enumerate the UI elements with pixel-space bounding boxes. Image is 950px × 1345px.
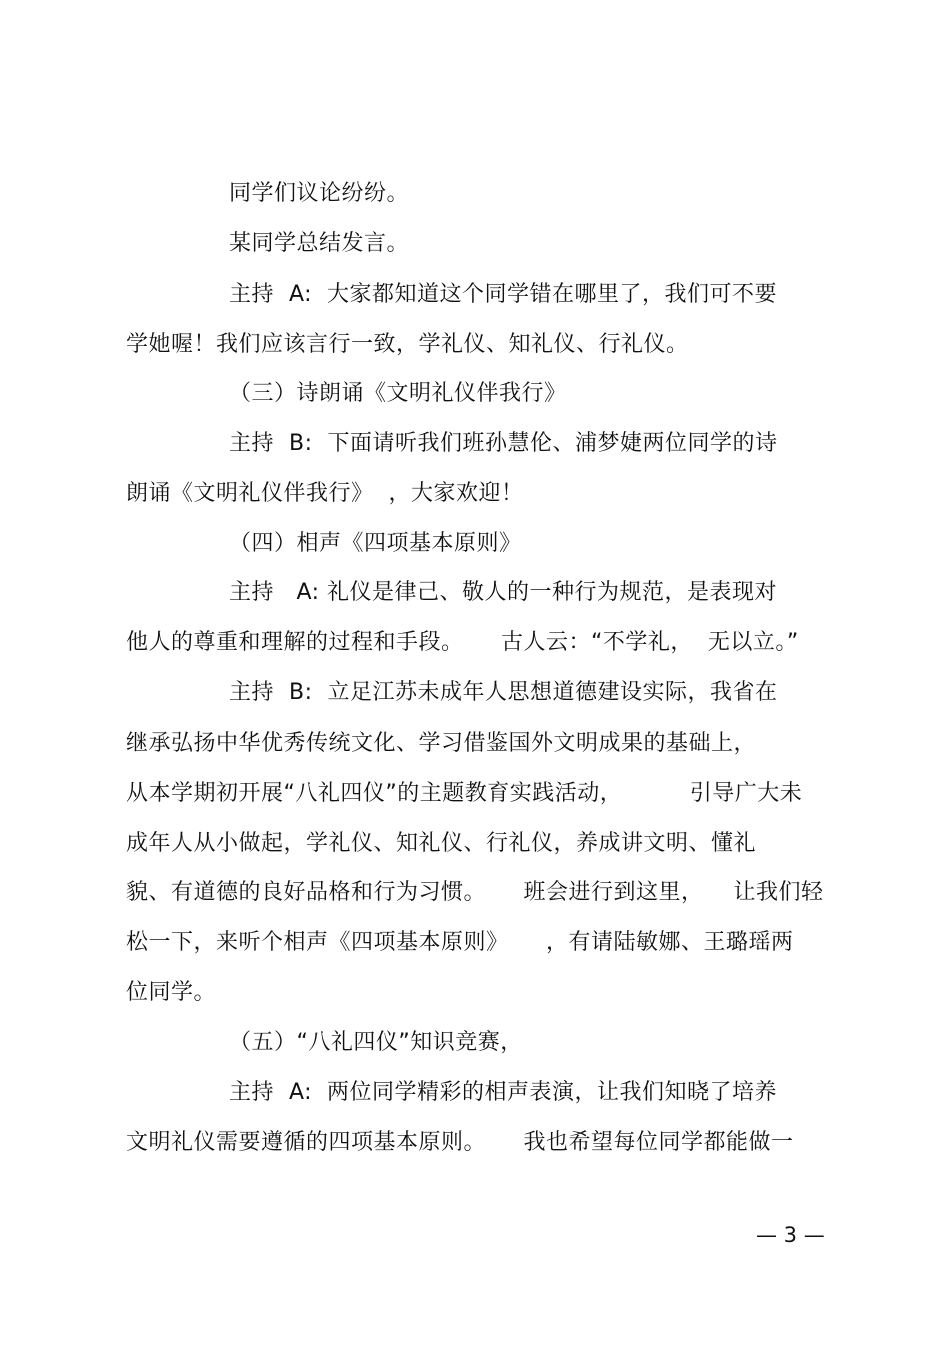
paragraph-line: 主持 B: 下面请听我们班孙慧伦、浦梦婕两位同学的诗 xyxy=(229,431,778,456)
paragraph-line: 朗诵《文明礼仪伴我行》 ，大家欢迎！ xyxy=(126,481,524,506)
paragraph-line: 主持 A: 两位同学精彩的相声表演，让我们知晓了培养 xyxy=(229,1080,778,1105)
page-number: — 3 — xyxy=(756,1223,825,1247)
paragraph-line: 成年人从小做起，学礼仪、知礼仪、行礼仪，养成讲文明、懂礼 xyxy=(126,831,757,856)
paragraph-line: 继承弘扬中华优秀传统文化、学习借鉴国外文明成果的基础上， xyxy=(126,731,757,756)
section-heading: （五）“八礼四仪”知识竞赛， xyxy=(229,1030,523,1055)
paragraph-line: 主持 A: 大家都知道这个同学错在哪里了，我们可不要 xyxy=(229,282,778,307)
paragraph-line: 松一下，来听个相声《四项基本原则》 ，有请陆敏娜、王璐瑶两 xyxy=(126,930,794,955)
paragraph-line: 位同学。 xyxy=(126,980,217,1005)
paragraph-line: 同学们议论纷纷。 xyxy=(229,181,410,206)
paragraph-line: 主持 B: 立足江苏未成年人思想道德建设实际，我省在 xyxy=(229,680,778,705)
paragraph-line: 学她喔！我们应该言行一致，学礼仪、知礼仪、行礼仪。 xyxy=(126,332,689,357)
paragraph-line: 他人的尊重和理解的过程和手段。 古人云：“不学礼， 无以立。” xyxy=(126,630,799,655)
section-heading: （四）相声《四项基本原则》 xyxy=(229,531,522,556)
paragraph-line: 貌、有道德的良好品格和行为习惯。 班会进行到这里， 让我们轻 xyxy=(126,880,824,905)
paragraph-line: 文明礼仪需要遵循的四项基本原则。 我也希望每位同学都能做一 xyxy=(126,1130,794,1155)
paragraph-line: 主持 A: 礼仪是律己、敬人的一种行为规范，是表现对 xyxy=(229,580,778,605)
section-heading: （三）诗朗诵《文明礼仪伴我行》 xyxy=(229,381,567,406)
paragraph-line: 从本学期初开展“八礼四仪”的主题教育实践活动， 引导广大未 xyxy=(126,781,803,806)
paragraph-line: 某同学总结发言。 xyxy=(229,231,410,256)
